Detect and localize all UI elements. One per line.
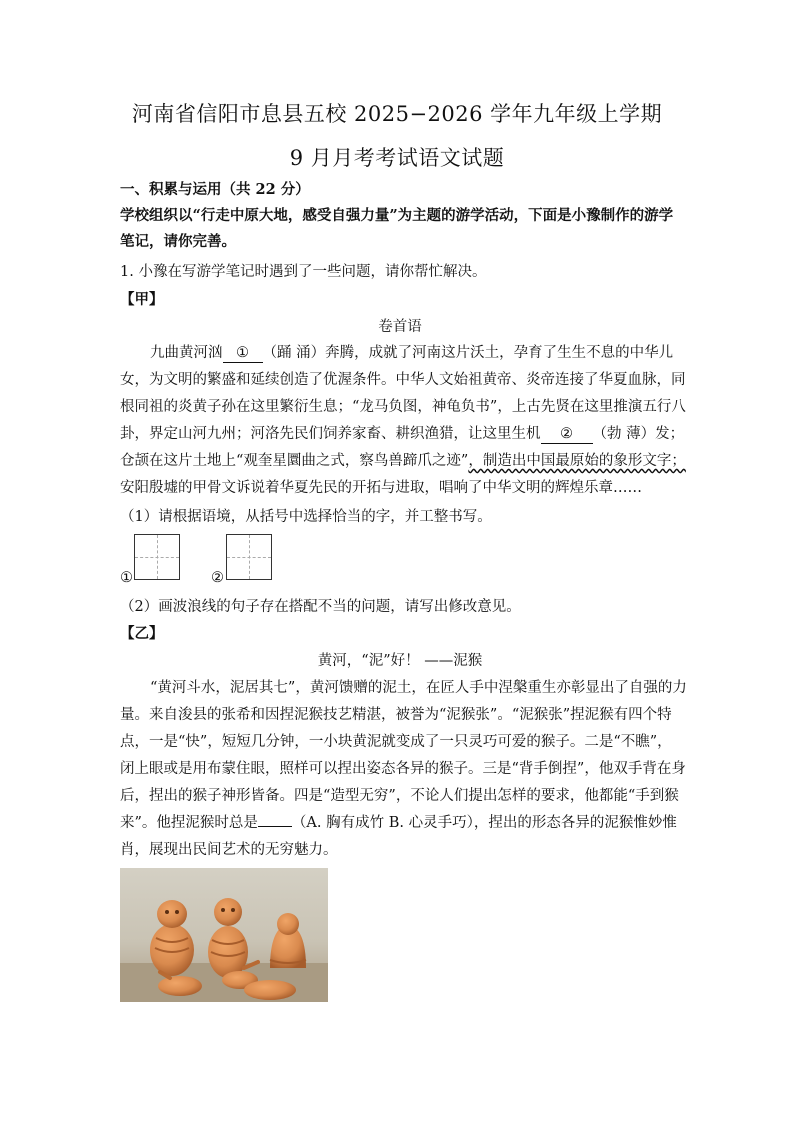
passage-jia-title: 卷首语 xyxy=(378,319,422,335)
passage-yi-line2: 量。来自浚县的张希和因捏泥猴技艺精湛，被誉为“泥猴张”。“泥猴张”捏泥猴有四个特 xyxy=(120,707,672,723)
passage-yi-line5: 后，捏出的猴子神形皆备。四是“造型无穷”，不论人们提出怎样的要求，他都能“手到猴 xyxy=(120,788,679,804)
box-label-2: ② xyxy=(211,570,224,586)
blank-2[interactable]: ② xyxy=(541,426,593,444)
passage-yi-label: 【乙】 xyxy=(120,625,164,642)
text-segment: 卦，界定山河九州；河洛先民们饲养家畜、耕织渔猎，让这里生机 xyxy=(120,426,541,442)
passage-jia-line2: 女，为文明的繁盛和延续创造了优渥条件。中华人文始祖黄帝、炎帝连接了华夏血脉，同 xyxy=(120,372,686,388)
section-heading: 一、积累与运用（共 22 分） xyxy=(120,181,310,198)
passage-yi-line6 xyxy=(120,813,680,833)
clay-monkey-photo xyxy=(120,868,328,1002)
passage-jia-label: 【甲】 xyxy=(120,291,164,308)
section-intro-line2: 笔记，请你完善。 xyxy=(120,233,236,250)
clay-monkey-middle xyxy=(208,898,248,978)
passage-yi-title: 黄河，“泥”好！ ——泥猴 xyxy=(317,653,483,669)
wavy-underlined-sentence: ，制造出中国最原始的象形文字； xyxy=(468,453,686,469)
clay-monkey-right xyxy=(270,913,306,968)
text-segment: 九曲黄河汹 xyxy=(150,345,223,361)
passage-yi-line1: “黄河斗水，泥居其七”，黄河馈赠的泥土，在匠人手中涅槃重生亦彰显出了自强的力 xyxy=(150,680,687,696)
subquestion-2: （2）画波浪线的句子存在搭配不当的问题，请写出修改意见。 xyxy=(120,599,521,615)
passage-jia-line4 xyxy=(120,424,685,444)
question-1-stem: 1. 小豫在写游学笔记时遇到了一些问题，请你帮忙解决。 xyxy=(120,264,487,280)
writing-box-1[interactable] xyxy=(134,534,180,580)
text-segment: 仓颉在这片土地上“观奎星圜曲之式，察鸟兽蹄爪之迹” xyxy=(120,453,469,469)
text-segment: （踊 涌）奔腾，成就了河南这片沃土，孕育了生生不息的中华儿 xyxy=(262,345,674,361)
box-label-1: ① xyxy=(120,570,133,586)
passage-jia-line1 xyxy=(120,343,680,363)
subquestion-1: （1）请根据语境，从括号中选择恰当的字，并工整书写。 xyxy=(120,509,492,525)
exam-title-line1: 河南省信阳市息县五校 2025−2026 学年九年级上学期 xyxy=(131,102,663,126)
clay-monkey-left xyxy=(150,900,194,976)
text-segment: 来”。他捏泥猴时总是 xyxy=(120,815,258,831)
clay-monkeys-illustration xyxy=(120,868,328,1002)
text-segment: （勃 薄）发； xyxy=(592,426,685,442)
blank-choice[interactable] xyxy=(258,826,292,827)
text-segment: （A. 胸有成竹 B. 心灵手巧），捏出的形态各异的泥猴惟妙惟 xyxy=(291,815,677,831)
passage-yi-line7: 肖，展现出民间艺术的无穷魅力。 xyxy=(120,842,338,858)
writing-box-2[interactable] xyxy=(226,534,272,580)
blank-1[interactable]: ① xyxy=(223,345,263,363)
section-intro-line1: 学校组织以“行走中原大地，感受自强力量”为主题的游学活动，下面是小豫制作的游学 xyxy=(120,207,674,224)
passage-jia-line5 xyxy=(120,451,686,471)
passage-yi-line3: 点，一是“快”，短短几分钟，一小块黄泥就变成了一只灵巧可爱的猴子。二是“不瞧”， xyxy=(120,734,672,750)
exam-title-line2: 9 月月考考试语文试题 xyxy=(289,146,505,170)
passage-yi-line4: 闭上眼或是用布蒙住眼，照样可以捏出姿态各异的猴子。三是“背手倒捏”，他双手背在身 xyxy=(120,761,686,777)
passage-jia-line6: 安阳殷墟的甲骨文诉说着华夏先民的开拓与进取，唱响了中华文明的辉煌乐章…… xyxy=(120,480,642,496)
passage-jia-line3: 根同祖的炎黄子孙在这里繁衍生息；“龙马负图，神龟负书”，上古先贤在这里推演五行八 xyxy=(120,399,686,415)
